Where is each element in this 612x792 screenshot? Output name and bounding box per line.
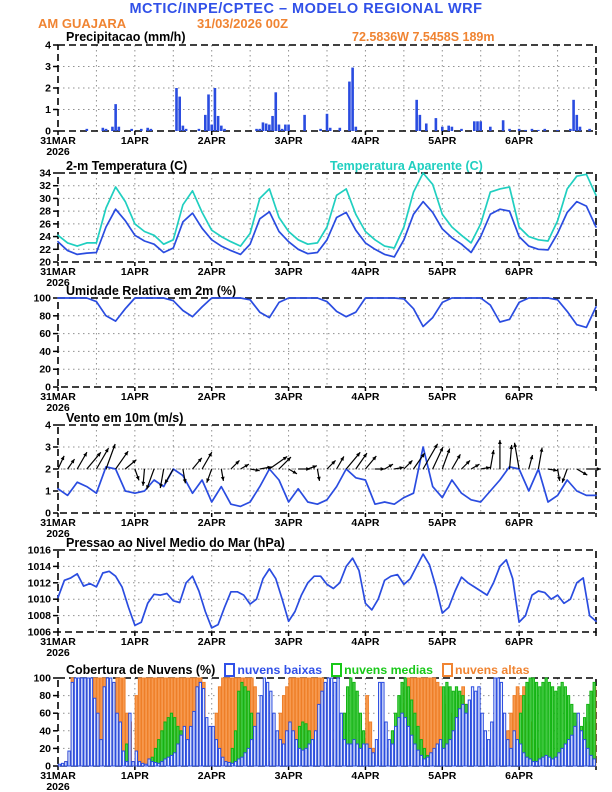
svg-text:80: 80 <box>39 690 51 703</box>
svg-text:1: 1 <box>45 104 51 116</box>
svg-text:3APR: 3APR <box>274 135 303 147</box>
svg-text:1010: 1010 <box>27 593 51 606</box>
svg-text:0: 0 <box>45 381 51 394</box>
svg-text:2APR: 2APR <box>197 266 226 278</box>
svg-text:2APR: 2APR <box>197 135 226 147</box>
svg-text:4APR: 4APR <box>351 391 380 403</box>
svg-text:20: 20 <box>39 363 51 376</box>
svg-text:5APR: 5APR <box>428 636 457 648</box>
svg-text:2026: 2026 <box>46 528 70 540</box>
svg-text:80: 80 <box>39 310 51 323</box>
svg-text:2026: 2026 <box>46 647 70 659</box>
svg-text:0: 0 <box>45 507 51 520</box>
svg-text:31MAR: 31MAR <box>40 770 76 782</box>
svg-text:34: 34 <box>39 167 51 180</box>
svg-text:2026: 2026 <box>46 146 70 158</box>
svg-text:1008: 1008 <box>27 610 51 623</box>
svg-text:6APR: 6APR <box>505 391 534 403</box>
svg-text:4APR: 4APR <box>351 636 380 648</box>
svg-text:100: 100 <box>33 672 51 685</box>
apparent-temperature-label: Temperatura Aparente (C) <box>330 159 483 173</box>
svg-text:0: 0 <box>45 125 51 138</box>
svg-text:2: 2 <box>45 463 51 476</box>
station-coordinates: 72.5836W 7.5458S 189m <box>352 30 495 44</box>
svg-text:40: 40 <box>39 725 51 738</box>
svg-text:2APR: 2APR <box>197 391 226 403</box>
svg-text:3: 3 <box>45 61 51 73</box>
svg-text:2: 2 <box>45 82 51 95</box>
mid-clouds-label: nuvens medias <box>344 663 433 677</box>
svg-text:40: 40 <box>39 345 51 358</box>
svg-text:1APR: 1APR <box>120 636 149 648</box>
svg-text:3: 3 <box>45 441 51 454</box>
svg-text:2APR: 2APR <box>197 770 226 782</box>
svg-text:31MAR: 31MAR <box>40 391 76 403</box>
svg-text:3APR: 3APR <box>274 266 303 278</box>
svg-text:1006: 1006 <box>27 626 51 639</box>
svg-text:60: 60 <box>39 707 51 720</box>
wind-chart-title: Vento em 10m (m/s) <box>66 411 184 425</box>
clouds-chart-title: Cobertura de Nuvens (%) <box>66 663 216 677</box>
svg-text:2026: 2026 <box>46 402 70 414</box>
svg-text:4: 4 <box>45 39 51 52</box>
svg-text:6APR: 6APR <box>505 135 534 147</box>
run-datetime: 31/03/2026 00Z <box>197 16 289 31</box>
svg-text:2APR: 2APR <box>197 517 226 529</box>
precipitation-chart-title: Precipitacao (mm/h) <box>66 30 186 44</box>
svg-text:1APR: 1APR <box>120 266 149 278</box>
svg-text:31MAR: 31MAR <box>40 636 76 648</box>
station-name: AM GUAJARA <box>38 16 127 31</box>
svg-text:20: 20 <box>39 742 51 755</box>
svg-text:5APR: 5APR <box>428 135 457 147</box>
svg-text:4APR: 4APR <box>351 266 380 278</box>
svg-text:3APR: 3APR <box>274 770 303 782</box>
svg-text:2026: 2026 <box>46 781 70 792</box>
svg-text:24: 24 <box>39 231 51 244</box>
svg-text:32: 32 <box>39 180 51 193</box>
low-clouds-label: nuvens baixas <box>237 663 323 677</box>
svg-text:26: 26 <box>39 218 51 231</box>
svg-text:2APR: 2APR <box>197 636 226 648</box>
svg-text:3APR: 3APR <box>274 636 303 648</box>
svg-text:31MAR: 31MAR <box>40 135 76 147</box>
svg-text:1APR: 1APR <box>120 770 149 782</box>
svg-text:1APR: 1APR <box>120 517 149 529</box>
svg-text:5APR: 5APR <box>428 266 457 278</box>
svg-text:1012: 1012 <box>27 577 51 590</box>
svg-text:22: 22 <box>39 243 51 256</box>
svg-text:60: 60 <box>39 328 51 341</box>
svg-text:6APR: 6APR <box>505 636 534 648</box>
svg-text:28: 28 <box>39 205 51 218</box>
svg-text:20: 20 <box>39 256 51 269</box>
svg-text:6APR: 6APR <box>505 517 534 529</box>
svg-text:4: 4 <box>45 419 51 432</box>
svg-text:6APR: 6APR <box>505 770 534 782</box>
svg-text:1014: 1014 <box>27 560 51 573</box>
svg-text:1016: 1016 <box>27 544 51 557</box>
svg-text:3APR: 3APR <box>274 517 303 529</box>
svg-text:5APR: 5APR <box>428 517 457 529</box>
svg-text:1: 1 <box>45 485 51 498</box>
svg-text:1APR: 1APR <box>120 135 149 147</box>
svg-text:5APR: 5APR <box>428 391 457 403</box>
svg-text:30: 30 <box>39 192 51 205</box>
svg-text:31MAR: 31MAR <box>40 517 76 529</box>
page-title: MCTIC/INPE/CPTEC – MODELO REGIONAL WRF <box>129 1 483 17</box>
svg-text:4APR: 4APR <box>351 135 380 147</box>
pressure-chart-title: Pressao ao Nivel Medio do Mar (hPa) <box>66 536 285 550</box>
humidity-chart-title: Umidade Relativa em 2m (%) <box>66 284 237 298</box>
svg-text:1APR: 1APR <box>120 391 149 403</box>
svg-text:4APR: 4APR <box>351 517 380 529</box>
svg-text:6APR: 6APR <box>505 266 534 278</box>
temperature-chart-title: 2-m Temperatura (C) <box>66 159 188 173</box>
svg-text:100: 100 <box>33 292 51 305</box>
svg-text:0: 0 <box>45 760 51 773</box>
svg-text:3APR: 3APR <box>274 391 303 403</box>
svg-text:31MAR: 31MAR <box>40 266 76 278</box>
svg-text:5APR: 5APR <box>428 770 457 782</box>
svg-text:2026: 2026 <box>46 277 70 289</box>
high-clouds-label: nuvens altas <box>454 663 530 677</box>
svg-text:4APR: 4APR <box>351 770 380 782</box>
